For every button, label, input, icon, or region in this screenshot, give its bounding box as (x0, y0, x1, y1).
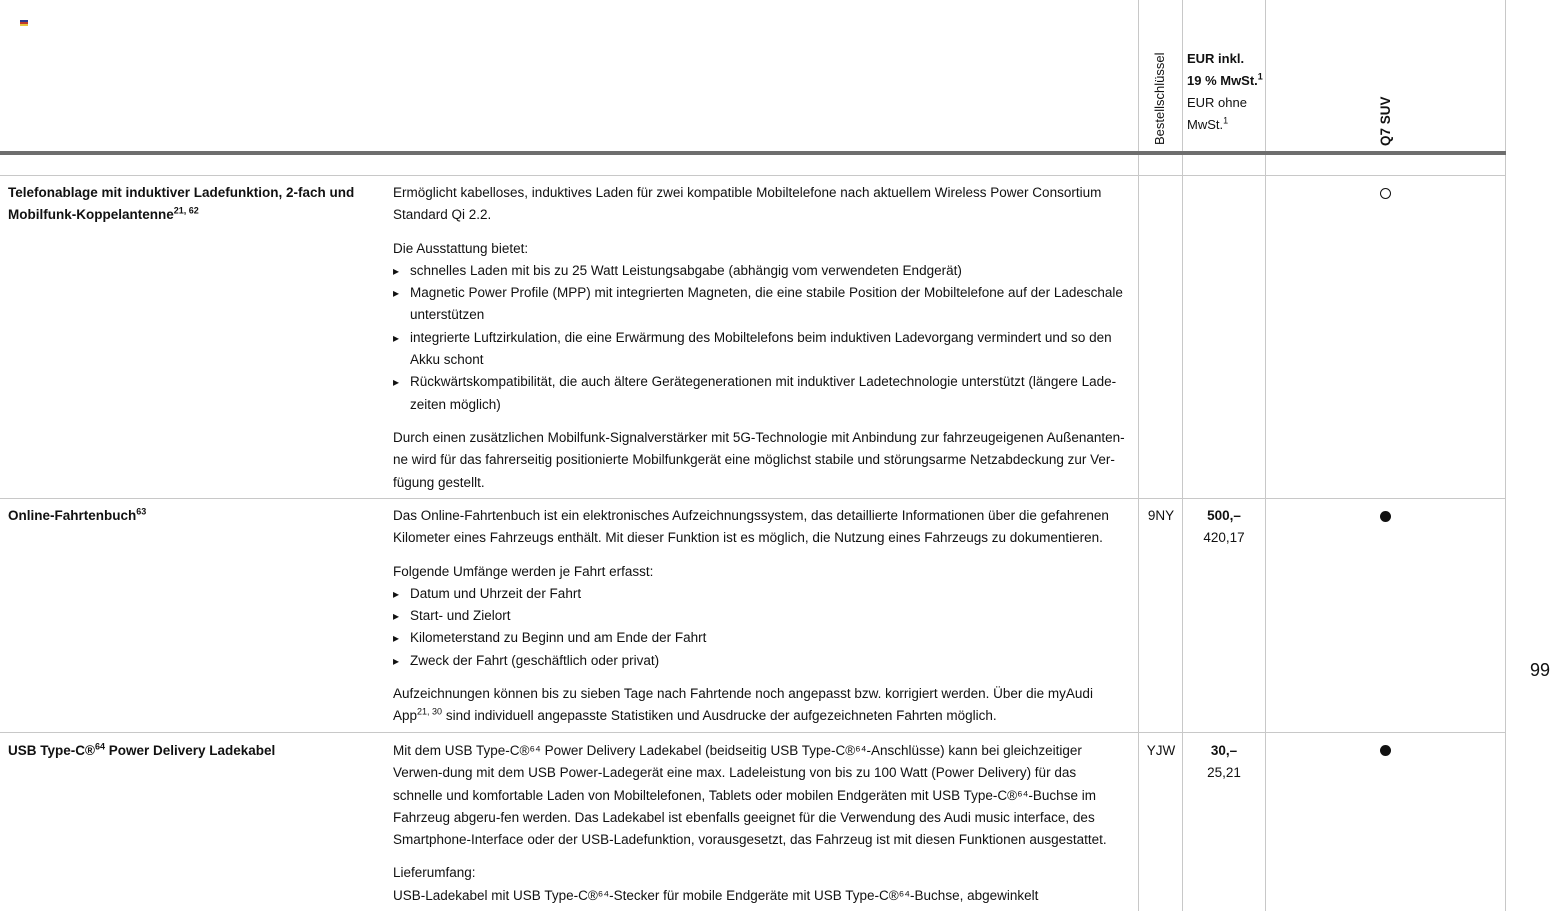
row-divider (0, 175, 1506, 176)
table-row-description: Ermöglicht kabelloses, induktives Laden für zwei kompatible Mobiltelefone nach aktuellem Wireless Power Consortium Standard Qi 2.2. Die Ausstattung bietet: ▸ schnelles Laden mit bis zu 25 Watt Leistungsabgabe (abhängig vom verwendeten Endgerät) ▸ Magnetic Power Profile (MPP) mit integrierten Magneten, die eine stabile Position der Mobiltelefone auf der Ladeschale unterstützen ▸ integrierte Luftzirkulation, die eine Erwärmung des Mobiltelefons beim induktiven Ladevorgang vermindert und so den Akku schont ▸ Rückwärtskompatibilität, die auch ältere Gerätegenerationen mit induktiver Ladetechnologie unterstützt (längere Lade-zeiten möglich) Durch einen zusätzlichen Mobilfunk-Signalverstärker mit 5G-Technologie mit Anbindung zur fahrzeugeigenen Außenanten-ne wird für das fahrerseitig positionierte Mobilfunkgerät eine möglichst stabile und störungsarme Netzabdeckung zur Ver-fügung gestellt. (393, 182, 1128, 505)
table-row-description: Das Online-Fahrtenbuch ist ein elektronisches Aufzeichnungssystem, das detaillierte Informationen über die gefahrenen Kilometer eines Fahrzeugs enthält. Mit dieser Funktion ist es möglich, die Nutzung eines Fahrzeugs zu dokumentieren. Folgende Umfänge werden je Fahrt erfasst: ▸ Datum und Uhrzeit der Fahrt ▸ Start- und Zielort ▸ Kilometerstand zu Beginn und am Ende der Fahrt ▸ Zweck der Fahrt (geschäftlich oder privat) Aufzeichnungen können bis zu sieben Tage nach Fahrtende noch angepasst bzw. korrigiert werden. Über die myAudi App$^{21, 30}$ sind individuell angepasste Statistiken und Ausdrucke der aufgezeichneten Fahrten möglich. (393, 505, 1128, 739)
page-number: 99 (1530, 660, 1550, 680)
standard-dot-icon (1380, 745, 1391, 756)
flag-icon (20, 20, 28, 26)
column-divider (1265, 0, 1266, 911)
model-header: Q7 SUV (1378, 96, 1393, 146)
list-item: ▸ integrierte Luftzirkulation, die eine Erwärmung des Mobiltelefons beim induktiven Ladevorgang vermindert und so den Akku schont (393, 327, 1128, 372)
price-cell: 30,– 25,21 (1207, 743, 1241, 780)
list-item: ▸ Rückwärtskompatibilität, die auch ältere Gerätegenerationen mit induktiver Ladetechnologie unterstützt (längere Lade-zeiten möglich) (393, 371, 1128, 416)
list-item: ▸ Datum und Uhrzeit der Fahrt (393, 583, 1128, 605)
order-key-header: Bestellschlüssel (1152, 52, 1167, 145)
table-row-name: Telefonablage mit induktiver Ladefunktion, 2-fach und Mobilfunk-Koppelantenne$^{21, 62}$ (8, 185, 355, 222)
standard-dot-icon (1380, 511, 1391, 522)
table-row-name: USB Type-C®$^{64}$ Power Delivery Ladekabel (8, 741, 276, 758)
price-cell: 500,– 420,17 (1203, 508, 1245, 545)
table-row-description: Mit dem USB Type-C®⁶⁴ Power Delivery Ladekabel (beidseitig USB Type-C®⁶⁴-Anschlüsse) kann bei gleichzeitiger Verwen-dung mit dem USB Power-Ladegerät eine max. Ladeleistung von bis zu 100 Watt (Power Delivery) für das schnelle und komfortable Laden von Mobiltelefonen, Tablets oder mobilen Endgeräten mit USB Type-C®⁶⁴-Buchse im Fahrzeug abgeru-fen werden. Das Ladekabel ist ebenfalls geeignet für die Verwendung des Audi music interface, des Smartphone-Interface oder der USB-Ladefunktion, vorausgesetzt, das Fahrzeug ist mit diesen Funktionen ausgestattet. Lieferumfang: USB-Ladekabel mit USB Type-C®⁶⁴-Stecker für mobile Endgeräte mit USB Type-C®⁶⁴-Buchse, abgewinkelt (393, 743, 1107, 903)
column-divider (1138, 0, 1139, 911)
list-item: ▸ Kilometerstand zu Beginn und am Ende der Fahrt (393, 627, 1128, 649)
optional-circle-icon (1380, 188, 1391, 199)
list-item: ▸ Start- und Zielort (393, 605, 1128, 627)
list-item: ▸ Zweck der Fahrt (geschäftlich oder privat) (393, 650, 1128, 672)
list-item: ▸ schnelles Laden mit bis zu 25 Watt Leistungsabgabe (abhängig vom verwendeten Endgerät) (393, 260, 1128, 282)
column-divider (1505, 0, 1506, 911)
table-row-name: Online-Fahrtenbuch$^{63}$ (8, 506, 147, 523)
order-code: YJW (1146, 743, 1176, 758)
list-item: ▸ Magnetic Power Profile (MPP) mit integrierten Magneten, die eine stabile Position der Mobiltelefone auf der Ladeschale unterstützen (393, 282, 1128, 327)
price-header: EUR inkl. 19 % MwSt.$^1$ EUR ohne MwSt.$^1$ (1187, 51, 1263, 132)
header-rule (0, 151, 1506, 155)
order-code: 9NY (1147, 508, 1175, 523)
